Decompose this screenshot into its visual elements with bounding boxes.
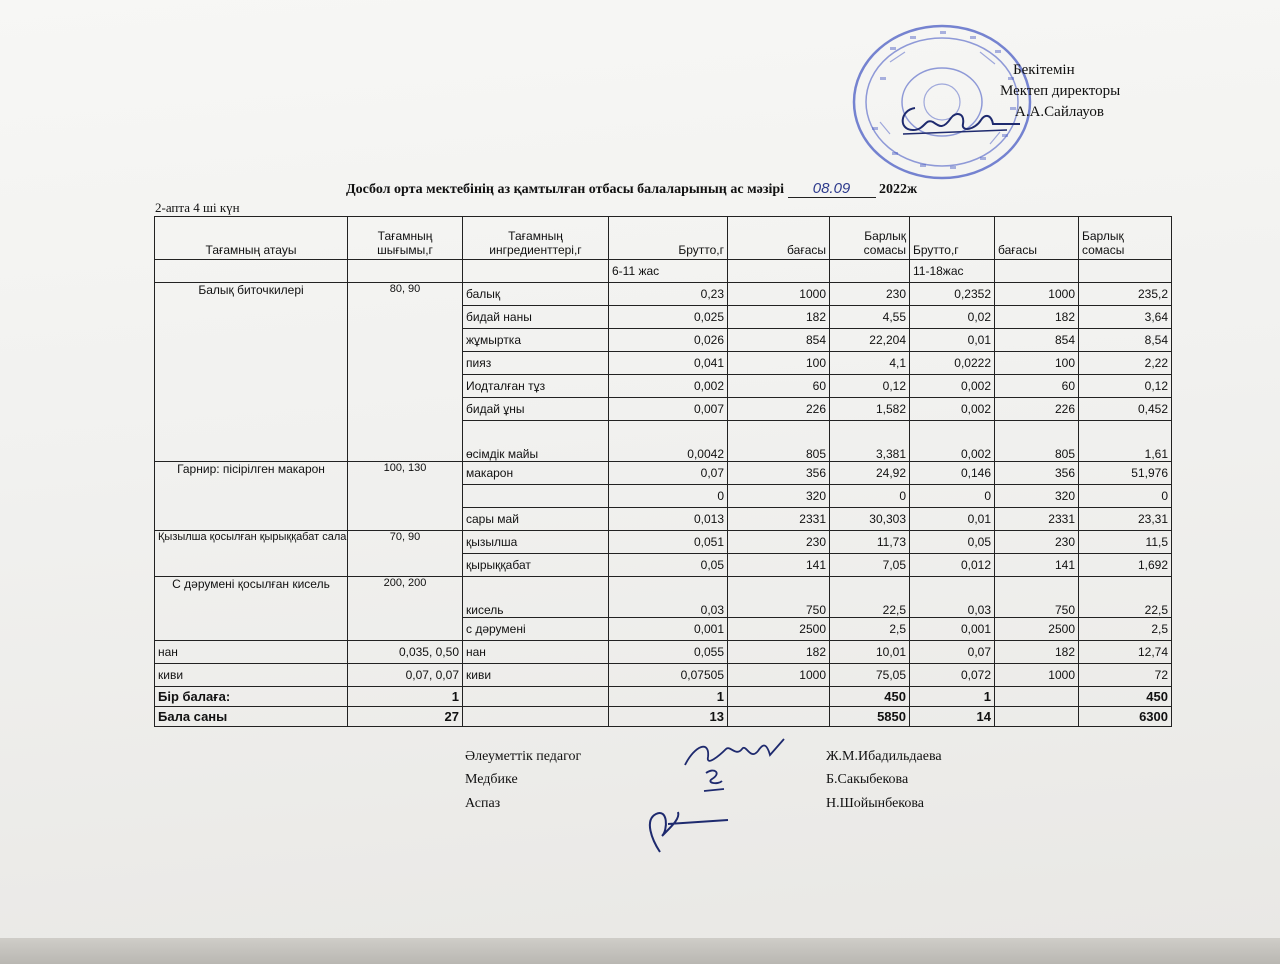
total-11-18: 2,22: [1079, 352, 1172, 375]
price-6-11: 2500: [728, 618, 830, 641]
signature-role-2: Медбике: [465, 772, 518, 787]
summary-total-6-11: 450: [830, 687, 910, 707]
dish-yield: 80, 90: [348, 283, 463, 462]
brutto-11-18: 0,01: [910, 329, 995, 352]
signature-role-1: Әлеуметтік педагог: [465, 749, 582, 764]
brutto-6-11: 0,002: [609, 375, 728, 398]
price-11-18: 356: [995, 462, 1079, 485]
header-row: [155, 217, 1172, 260]
dish-name: Қызылша қосылған қырыққабат сала: [155, 531, 348, 577]
price-11-18: 141: [995, 554, 1079, 577]
brutto-6-11: 0,23: [609, 283, 728, 306]
ingredient-name: сары май: [463, 508, 609, 531]
price-11-18: 100: [995, 352, 1079, 375]
header-brutto-2: Брутто,г: [910, 217, 995, 260]
ingredient-name: Иодталған тұз: [463, 375, 609, 398]
summary-total-6-11: 5850: [830, 707, 910, 727]
ingredient-name: кисель: [463, 577, 609, 618]
total-11-18: 72: [1079, 664, 1172, 687]
age-cell-empty: [348, 260, 463, 283]
header-price-1: бағасы: [728, 217, 830, 260]
total-11-18: 2,5: [1079, 618, 1172, 641]
title-date: 08.09: [788, 180, 876, 198]
brutto-11-18: 0,01: [910, 508, 995, 531]
summary-brutto-6-11: 1: [609, 687, 728, 707]
total-6-11: 2,5: [830, 618, 910, 641]
summary-brutto-6-11: 13: [609, 707, 728, 727]
header-total-1: Барлық сомасы: [830, 217, 910, 260]
total-11-18: 0: [1079, 485, 1172, 508]
price-11-18: 2331: [995, 508, 1079, 531]
ingredient-name: [463, 485, 609, 508]
dish-name: Гарнир: пісірілген макарон: [155, 462, 348, 531]
brutto-11-18: 0,0222: [910, 352, 995, 375]
signature-name-3: Н.Шойынбекова: [826, 796, 925, 811]
item-name: киви: [155, 664, 348, 687]
price-6-11: 1000: [728, 664, 830, 687]
brutto-6-11: 0,041: [609, 352, 728, 375]
total-11-18: 3,64: [1079, 306, 1172, 329]
age-cell-empty: [463, 260, 609, 283]
ingredient-name: балық: [463, 283, 609, 306]
item-name: нан: [155, 641, 348, 664]
total-6-11: 22,204: [830, 329, 910, 352]
brutto-11-18: 0,012: [910, 554, 995, 577]
price-11-18: 182: [995, 641, 1079, 664]
ingredient-name: нан: [463, 641, 609, 664]
age-row: [155, 260, 1172, 283]
approval-line-2: Мектеп директоры: [1000, 83, 1121, 99]
menu-table: [154, 216, 1172, 727]
brutto-11-18: 0: [910, 485, 995, 508]
ingredient-name: киви: [463, 664, 609, 687]
total-11-18: 8,54: [1079, 329, 1172, 352]
total-6-11: 4,1: [830, 352, 910, 375]
dish-yield: 70, 90: [348, 531, 463, 577]
age-cell-empty: [995, 260, 1079, 283]
price-6-11: 182: [728, 306, 830, 329]
dish-yield: 100, 130: [348, 462, 463, 531]
age-cell-empty: [830, 260, 910, 283]
kiwi-row: [155, 664, 1172, 687]
price-11-18: 182: [995, 306, 1079, 329]
brutto-11-18: 0,07: [910, 641, 995, 664]
summary-empty: [728, 707, 830, 727]
signature-role-3: Аспаз: [465, 796, 501, 811]
price-11-18: 805: [995, 421, 1079, 462]
ingredient-name: пияз: [463, 352, 609, 375]
brutto-6-11: 0,07: [609, 462, 728, 485]
price-6-11: 60: [728, 375, 830, 398]
brutto-6-11: 0,001: [609, 618, 728, 641]
total-6-11: 22,5: [830, 577, 910, 618]
brutto-11-18: 0,002: [910, 375, 995, 398]
approval-line-3: А.А.Сайлауов: [1015, 104, 1104, 120]
total-11-18: 0,12: [1079, 375, 1172, 398]
total-11-18: 1,692: [1079, 554, 1172, 577]
header-dish: Тағамның атауы: [155, 217, 348, 260]
summary-total-11-18: 450: [1079, 687, 1172, 707]
age-cell-empty: [728, 260, 830, 283]
ingredient-name: бидай ұны: [463, 398, 609, 421]
price-6-11: 854: [728, 329, 830, 352]
brutto-6-11: 0,025: [609, 306, 728, 329]
summary-total-11-18: 6300: [1079, 707, 1172, 727]
summary-brutto-11-18: 1: [910, 687, 995, 707]
ingredient-name: бидай наны: [463, 306, 609, 329]
signature-name-2: Б.Сакыбекова: [826, 772, 909, 787]
total-11-18: 23,31: [1079, 508, 1172, 531]
total-6-11: 30,303: [830, 508, 910, 531]
age-cell-empty: [155, 260, 348, 283]
cook-signature: [638, 800, 733, 855]
price-6-11: 750: [728, 577, 830, 618]
dish-name: С дәрумені қосылған кисель: [155, 577, 348, 641]
header-brutto-1: Брутто,г: [609, 217, 728, 260]
pedagog-signature: [680, 735, 790, 775]
total-6-11: 11,73: [830, 531, 910, 554]
brutto-11-18: 0,002: [910, 398, 995, 421]
brutto-6-11: 0,0042: [609, 421, 728, 462]
total-6-11: 230: [830, 283, 910, 306]
desk-background: [0, 938, 1280, 964]
total-6-11: 0,12: [830, 375, 910, 398]
total-6-11: 0: [830, 485, 910, 508]
summary-yield: 27: [348, 707, 463, 727]
title-text: Досбол орта мектебінің аз қамтылған отбасы балаларының ас мәзірі: [346, 182, 785, 197]
ingredient-name: жұмыртка: [463, 329, 609, 352]
summary-brutto-11-18: 14: [910, 707, 995, 727]
brutto-11-18: 0,2352: [910, 283, 995, 306]
item-yield: 0,035, 0,50: [348, 641, 463, 664]
total-11-18: 1,61: [1079, 421, 1172, 462]
age-group-2: 11-18жас: [910, 260, 995, 283]
ingredient-name: қырыққабат: [463, 554, 609, 577]
age-group-1: 6-11 жас: [609, 260, 728, 283]
ingredient-row: [155, 577, 1172, 618]
total-11-18: 0,452: [1079, 398, 1172, 421]
price-11-18: 2500: [995, 618, 1079, 641]
price-6-11: 100: [728, 352, 830, 375]
total-6-11: 10,01: [830, 641, 910, 664]
brutto-6-11: 0,026: [609, 329, 728, 352]
brutto-11-18: 0,02: [910, 306, 995, 329]
summary-empty: [995, 707, 1079, 727]
total-11-18: 51,976: [1079, 462, 1172, 485]
header-price-2: бағасы: [995, 217, 1079, 260]
nurse-signature: [700, 765, 730, 795]
brutto-6-11: 0: [609, 485, 728, 508]
ingredient-name: макарон: [463, 462, 609, 485]
brutto-11-18: 0,002: [910, 421, 995, 462]
summary-yield: 1: [348, 687, 463, 707]
ingredient-name: қызылша: [463, 531, 609, 554]
ingredient-row: [155, 531, 1172, 554]
price-6-11: 2331: [728, 508, 830, 531]
total-6-11: 4,55: [830, 306, 910, 329]
brutto-11-18: 0,001: [910, 618, 995, 641]
brutto-6-11: 0,05: [609, 554, 728, 577]
summary-empty: [728, 687, 830, 707]
price-6-11: 141: [728, 554, 830, 577]
brutto-6-11: 0,007: [609, 398, 728, 421]
brutto-6-11: 0,07505: [609, 664, 728, 687]
price-6-11: 320: [728, 485, 830, 508]
children-row: [155, 707, 1172, 727]
signature-name-1: Ж.М.Ибадильдаева: [826, 749, 942, 764]
total-6-11: 7,05: [830, 554, 910, 577]
total-6-11: 1,582: [830, 398, 910, 421]
price-6-11: 226: [728, 398, 830, 421]
ingredient-name: с дәрумені: [463, 618, 609, 641]
brutto-6-11: 0,03: [609, 577, 728, 618]
price-11-18: 854: [995, 329, 1079, 352]
price-11-18: 750: [995, 577, 1079, 618]
total-11-18: 12,74: [1079, 641, 1172, 664]
document-title: [346, 180, 917, 198]
ingredient-row: [155, 462, 1172, 485]
approval-line-1: Бекітемін: [1013, 62, 1075, 78]
week-day-label: 2-апта 4 ші күн: [155, 200, 240, 215]
title-year: 2022ж: [879, 182, 918, 197]
price-11-18: 1000: [995, 664, 1079, 687]
price-6-11: 230: [728, 531, 830, 554]
summary-label: Бала саны: [155, 707, 348, 727]
brutto-11-18: 0,072: [910, 664, 995, 687]
item-yield: 0,07, 0,07: [348, 664, 463, 687]
header-yield: Тағамның шығымы,г: [348, 217, 463, 260]
total-11-18: 22,5: [1079, 577, 1172, 618]
dish-name: Балық биточкилері: [155, 283, 348, 462]
brutto-11-18: 0,05: [910, 531, 995, 554]
bread-row: [155, 641, 1172, 664]
price-11-18: 320: [995, 485, 1079, 508]
brutto-11-18: 0,03: [910, 577, 995, 618]
total-6-11: 3,381: [830, 421, 910, 462]
price-6-11: 805: [728, 421, 830, 462]
summary-empty: [463, 687, 609, 707]
price-11-18: 1000: [995, 283, 1079, 306]
brutto-6-11: 0,051: [609, 531, 728, 554]
summary-label: Бір балаға:: [155, 687, 348, 707]
summary-empty: [463, 707, 609, 727]
ingredient-row: [155, 283, 1172, 306]
brutto-6-11: 0,013: [609, 508, 728, 531]
ingredient-name: өсімдік майы: [463, 421, 609, 462]
per-child-row: [155, 687, 1172, 707]
price-6-11: 1000: [728, 283, 830, 306]
brutto-11-18: 0,146: [910, 462, 995, 485]
total-11-18: 11,5: [1079, 531, 1172, 554]
brutto-6-11: 0,055: [609, 641, 728, 664]
price-11-18: 226: [995, 398, 1079, 421]
total-6-11: 75,05: [830, 664, 910, 687]
price-6-11: 182: [728, 641, 830, 664]
total-11-18: 235,2: [1079, 283, 1172, 306]
total-6-11: 24,92: [830, 462, 910, 485]
header-total-2: Барлық сомасы: [1079, 217, 1172, 260]
age-cell-empty: [1079, 260, 1172, 283]
price-6-11: 356: [728, 462, 830, 485]
director-signature: [895, 100, 1025, 145]
dish-yield: 200, 200: [348, 577, 463, 641]
header-ingredients: Тағамның ингредиенттері,г: [463, 217, 609, 260]
approval-block: [1000, 60, 1121, 123]
price-11-18: 60: [995, 375, 1079, 398]
price-11-18: 230: [995, 531, 1079, 554]
summary-empty: [995, 687, 1079, 707]
